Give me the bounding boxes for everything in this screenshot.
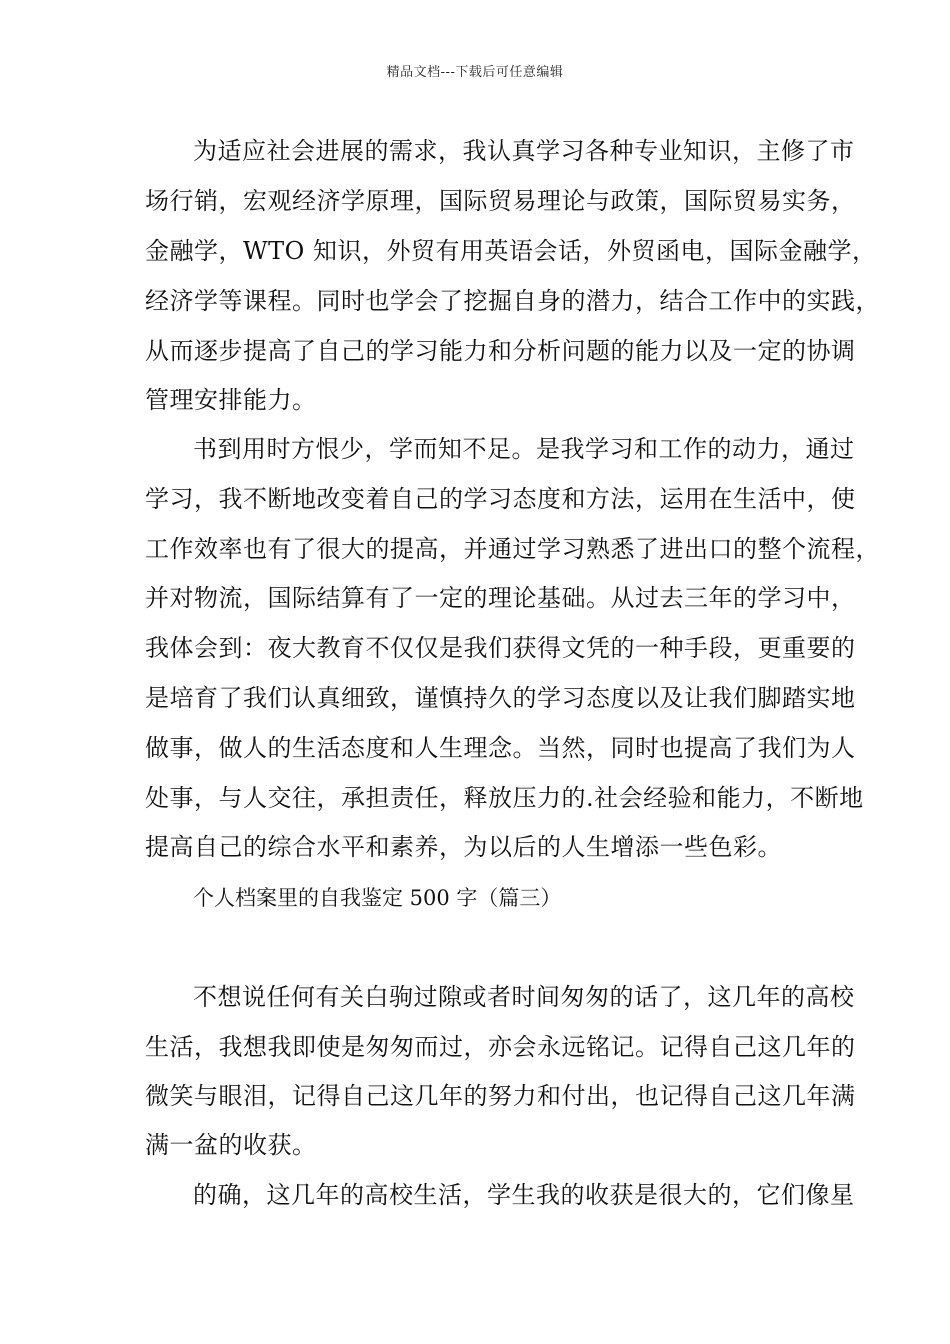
page-header: 精品文档---下载后可任意编辑 bbox=[386, 65, 564, 80]
paragraph-1-line: 为适应社会进展的需求，我认真学习各种专业知识，主修了市 bbox=[193, 137, 855, 165]
paragraph-2-line: 是培育了我们认真细致，谨慎持久的学习态度以及让我们脚踏实地 bbox=[145, 684, 856, 712]
paragraph-2-line: 我体会到：夜大教育不仅仅是我们获得文凭的一种手段，更重要的 bbox=[145, 634, 856, 662]
paragraph-3-line: 微笑与眼泪，记得自己这几年的努力和付出，也记得自己这几年满 bbox=[145, 1082, 856, 1110]
paragraph-1-line: 管理安排能力。 bbox=[145, 386, 317, 414]
paragraph-4-line: 的确，这几年的高校生活，学生我的收获是很大的，它们像星 bbox=[193, 1181, 855, 1209]
paragraph-2-line: 处事，与人交往，承担责任，释放压力的.社会经验和能力，不断地 bbox=[145, 784, 864, 812]
paragraph-2-line: 做事，做人的生活态度和人生理念。当然，同时也提高了我们为人 bbox=[145, 734, 856, 762]
paragraph-1-line: 金融学，WTO 知识，外贸有用英语会话，外贸函电，国际金融学， bbox=[145, 237, 877, 265]
paragraph-1-line: 场行销，宏观经济学原理，国际贸易理论与政策，国际贸易实务， bbox=[145, 187, 856, 215]
paragraph-2-line: 提高自己的综合水平和素养，为以后的人生增添一些色彩。 bbox=[145, 833, 782, 861]
paragraph-2-line: 书到用时方恨少，学而知不足。是我学习和工作的动力，通过 bbox=[193, 435, 855, 463]
section-heading: 个人档案里的自我鉴定 500 字（篇三） bbox=[193, 886, 562, 910]
paragraph-3-line: 不想说任何有关白驹过隙或者时间匆匆的话了，这几年的高校 bbox=[193, 983, 855, 1011]
paragraph-2-line: 并对物流，国际结算有了一定的理论基础。从过去三年的学习中， bbox=[145, 584, 856, 612]
paragraph-3-line: 生活，我想我即使是匆匆而过，亦会永远铭记。记得自己这几年的 bbox=[145, 1033, 856, 1061]
paragraph-2-line: 工作效率也有了很大的提高，并通过学习熟悉了进出口的整个流程， bbox=[145, 535, 880, 563]
paragraph-2-line: 学习，我不断地改变着自己的学习态度和方法，运用在生活中，使 bbox=[145, 485, 856, 513]
paragraph-1-line: 从而逐步提高了自己的学习能力和分析问题的能力以及一定的协调 bbox=[145, 337, 856, 365]
paragraph-3-line: 满一盆的收获。 bbox=[145, 1131, 317, 1159]
paragraph-1-line: 经济学等课程。同时也学会了挖掘自身的潜力，结合工作中的实践， bbox=[145, 287, 880, 315]
